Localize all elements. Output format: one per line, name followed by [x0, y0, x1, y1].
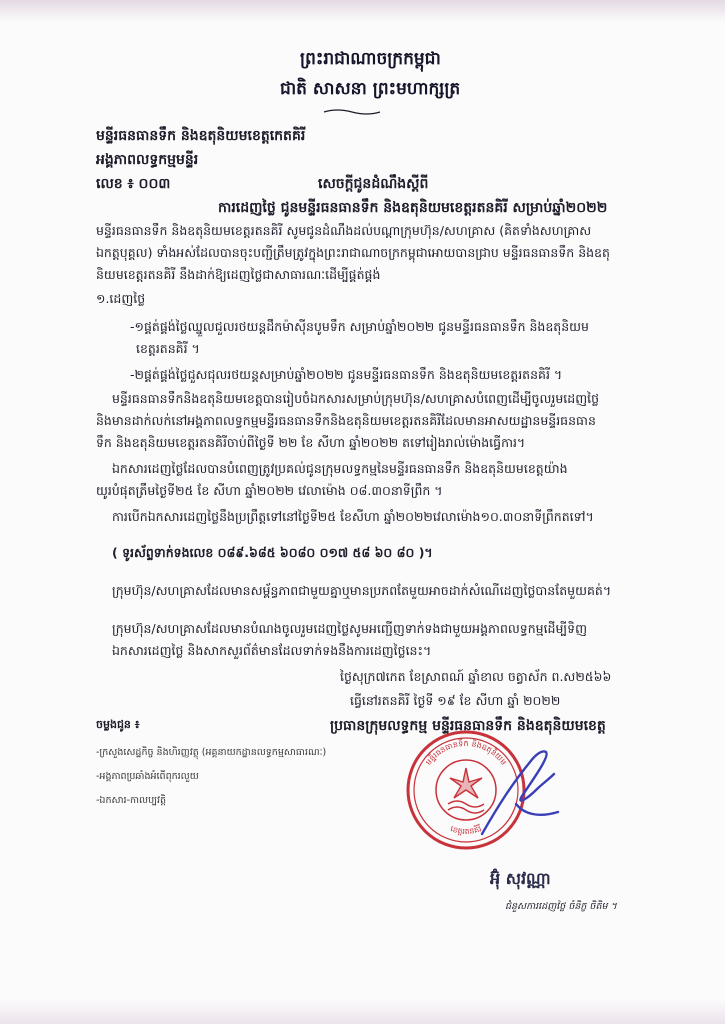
opening-paragraph: ការបើកឯកសារដេញថ្លៃនឹងប្រព្រឹត្តទៅនៅថ្ងៃទី២៥ ខែសីហា ឆ្នាំ២០២២វេលាម៉ោង១០.៣០នាទីព្រឹកតទៅ។ [112, 509, 594, 524]
recipients-heading: ចម្លងជូន ៖ [96, 718, 140, 731]
issuer-department: មន្ទីរធនធានទឹក និងឧតុនិយមខេត្តកេតគិរី [96, 128, 306, 144]
item-1-line-2: ខេត្តរតនគិរី ។ [136, 341, 200, 356]
divider-ornament [322, 108, 382, 116]
section-1-heading: ១.ដេញថ្លៃ [96, 291, 146, 306]
contact-phone: ( ទូរស័ព្ទទាក់ទងលេខ ០៨៩.៦៨៥ ៦០៨០ ០១៧ ៥៨ ៦០ ៨០ )។ [112, 545, 433, 560]
docs-line-3: ទឹក និងឧតុនិយមខេត្តរតនគិរីចាប់ពីថ្ងៃទី ២២ ខែ សីហា ឆ្នាំ២០២២ តទៅរៀងរាល់ម៉ោងធ្វើការ។ [96, 435, 526, 450]
intro-line-3: និយមខេត្តរតនគិរី នឹងដាក់ឱ្យដេញថ្លៃជាសាធារណៈដើម្បីផ្គត់ផ្គង់ [96, 267, 381, 282]
stamp-text-bottom: ខេត្តរតនគិរី [449, 824, 483, 837]
signatory-footnote: ជំនួសការដេញថ្លៃ ចំនិក្ខ ចិតិម ។ [505, 901, 617, 912]
interest-line-2: ឯកសារដេញថ្លៃ និងសាកសួរព័ត៌មានដែលទាក់ទងនឹងការដេញថ្លៃនេះ។ [112, 643, 432, 658]
signature-scribble [476, 744, 562, 840]
deadline-line-1: ឯកសារដេញថ្លៃដែលបានបំពេញត្រូវប្រគល់ជូនក្រុមលទ្ធកម្មនៃមន្ទីរធនធានទឹក និងឧតុនិយមខេត្តយ៉ាង [112, 461, 568, 476]
reference-number: លេខ ៖ ០០៣ [96, 176, 171, 192]
recipient-item-1: -ក្រសួងសេដ្ឋកិច្ច និងហិរញ្ញវត្ថុ (អគ្គនាយកដ្ឋានលទ្ធកម្មសាធារណៈ) [96, 747, 327, 758]
intro-line-1: មន្ទីរធនធានទឹក និងឧតុនិយមខេត្តរតនគិរី សូមជូនដំណឹងដល់បណ្តាក្រុមហ៊ុន/សហគ្រាស (គិតទាំងសហគ្រាស [96, 223, 592, 238]
item-1-line-1: -១ផ្គត់ផ្គង់ថ្លៃឈ្នួលជួលរថយន្តដឹកម៉ាស៊ីនបូមទឹក សម្រាប់ឆ្នាំ២០២២ ជូនមន្ទីរធនធានទឹក និងឧតុនិយម [130, 319, 589, 334]
recipient-item-3: -ឯកសារ-កាលប្បវត្តិ [96, 795, 166, 806]
motto-heading: ជាតិ សាសនា ព្រះមហាក្សត្រ [280, 79, 461, 99]
intro-line-2: ឯកត្តបុគ្គល) ទាំងអស់ដែលបានចុះបញ្ជីត្រឹមត្រូវក្នុងព្រះរាជាណាចក្រកម្ពុជាអោយបានជ្រាប មន្ទីរធនធានទឹក និងឧតុ [96, 245, 610, 260]
docs-line-2: និងមានដាក់លក់នៅអង្គភាពលទ្ធកម្មមន្ទីរធនធានទឹកនិងឧតុនិយមខេត្តរតនគិរីដែលមានអាសយដ្ឋានមន្ទីរធនធាន [96, 413, 596, 428]
docs-line-1: មន្ទីរធនធានទឹកនិងឧតុនិយមខេត្តបានរៀបចំឯកសារសម្រាប់ក្រុមហ៊ុន/សហគ្រាសបំពេញដើម្បីចូលរួមដេញថ្លៃ [112, 391, 599, 406]
date-lunar: ថ្ងៃសុក្រ៧កេត ខែស្រាពណ៍ ឆ្នាំខាល ចត្វាស័ក ព.ស២៥៦៦ [340, 669, 612, 684]
signatory-name: អ៊ុំ សុវណ្ណា [490, 869, 551, 888]
item-2-line-1: -២ផ្គត់ផ្គង់ថ្លៃជួសជុលរថយន្តសម្រាប់ឆ្នាំ២០២២ ជូនមន្ទីរធនធានទឹក និងឧតុនិយមខេត្តរតនគិរី ។ [130, 367, 563, 382]
page-top-edge [0, 0, 725, 22]
deadline-line-2: យូរបំផុតត្រឹមថ្ងៃទី២៥ ខែ សីហា ឆ្នាំ២០២២ វេលាម៉ោង ០៨.៣០នាទីព្រឹក ។ [96, 483, 443, 498]
stamp-text-top: មន្ទីរធនធានទឹក និងឧតុនិយម [423, 739, 509, 767]
page-bottom-edge [0, 1000, 725, 1024]
interest-line-1: ក្រុមហ៊ុន/សហគ្រាសដែលមានបំណងចូលរួមដេញថ្លៃសូមអញ្ជើញទាក់ទងជាមួយអង្គភាពលទ្ធកម្មដើម្បីទិញ [112, 621, 587, 636]
issuer-unit: អង្គភាពលទ្ធកម្មមន្ទីរ [96, 152, 199, 168]
related-companies-paragraph: ក្រុមហ៊ុន/សហគ្រាសដែលមានសម្ព័ន្ធភាពជាមួយគ្នាឬមានប្រភពតែមួយអាចដាក់សំណើដេញថ្លៃបានតែមួយគត់។ [112, 583, 612, 598]
date-solar: ធ្វើនៅរតនគិរី ថ្ងៃទី ១៩ ខែ សីហា ឆ្នាំ ២០២២ [350, 693, 561, 708]
signatory-title: ប្រធានក្រុមលទ្ធកម្ម មន្ទីរធនធានទឹក និងឧតុនិយមខេត្ត [330, 718, 606, 734]
kingdom-heading: ព្រះរាជាណាចក្រកម្ពុជា [300, 49, 441, 69]
recipient-item-2: -អង្គភាពប្រឆាំងអំពើពុករលួយ [96, 771, 199, 782]
notice-subject: ការដេញថ្លៃ ជូនមន្ទីរធនធានទឹក និងឧតុនិយមខេត្តរតនគិរី សម្រាប់ឆ្នាំ២០២២ [218, 200, 608, 216]
notice-title: សេចក្តីជូនដំណឹងស្តីពី [318, 176, 429, 192]
